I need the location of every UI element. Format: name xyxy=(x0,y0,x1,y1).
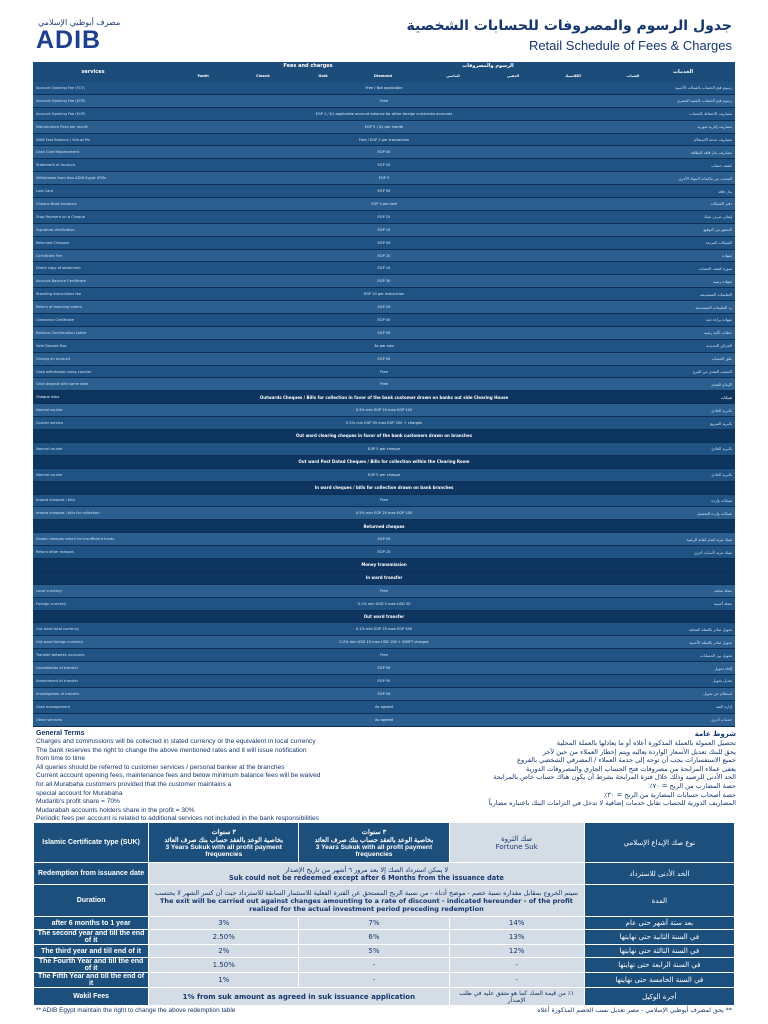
fee-service-name: Closing an account xyxy=(36,356,71,361)
fee-service-name-arabic: خطاب تأكيد رصيد xyxy=(704,330,732,336)
fee-section-label-arabic: شيكات xyxy=(720,394,732,400)
general-term-item: special account for Murabaha xyxy=(36,789,123,797)
fee-value: EGP 15 xyxy=(377,227,391,232)
fees-table-header xyxy=(33,62,735,82)
fee-service-name-arabic: مصاريف إدارية شهرية xyxy=(697,124,732,130)
fee-service-name-arabic: صورة كشف الحساب xyxy=(698,265,732,271)
fee-row xyxy=(33,237,735,250)
fee-row xyxy=(33,134,735,147)
fee-row xyxy=(33,649,735,662)
sukuk-rate-col-1: 1% xyxy=(149,973,299,988)
fee-row xyxy=(33,701,735,714)
fee-service-name-arabic: الشيكات المرتدة xyxy=(705,240,732,246)
fee-row xyxy=(33,159,735,172)
fees-header-arabic: الرسوم والمصروفات xyxy=(462,63,514,69)
sukuk-period-label-arabic: في السنة الرابعة حتى نهايتها xyxy=(584,958,734,973)
sukuk-rate-rows xyxy=(34,917,735,988)
general-term-item-arabic: تحصيل العمولة بالعملة المذكورة أعلاه أو ما يعادلها بالعملة المحلية xyxy=(556,739,736,747)
fee-service-name-arabic: خدمات أخرى xyxy=(711,717,732,723)
fee-row xyxy=(33,417,735,430)
fee-value: EGP 30 xyxy=(377,279,391,284)
fee-value: 0.1% min USD 5 max USD 50 xyxy=(357,601,411,606)
fee-service-name: Certificate Fee xyxy=(36,253,63,258)
fee-service-name: Courier service xyxy=(36,421,64,426)
fee-service-name-arabic: إيقاف صرف شيك xyxy=(703,214,732,220)
fee-service-name-arabic: شيك مرتد لعدم كفاية الرصيد xyxy=(686,536,732,542)
fee-service-name: Cash Card Replacement xyxy=(36,150,80,155)
fee-row xyxy=(33,95,735,108)
sukuk-col-3-en: Fortune Suk xyxy=(495,842,538,851)
sukuk-rate-col-1: 3% xyxy=(149,917,299,930)
fee-service-name-arabic: التعليمات المستديمة xyxy=(700,291,732,297)
fee-service-name: Cancellation of transfer xyxy=(36,666,79,671)
sukuk-period-label: The second year and till the end of it xyxy=(34,930,149,945)
sukuk-col-2 xyxy=(299,823,449,863)
sukuk-period-label: The Fourth Year and till the end of it xyxy=(34,958,149,973)
general-term-item: Mudarib's profit share = 70% xyxy=(36,798,120,806)
general-terms-title: General Terms xyxy=(36,730,85,737)
sukuk-period-label-arabic: في السنة الثالثة حتى نهايتها xyxy=(584,945,734,958)
sukuk-rate-col-1: 2% xyxy=(149,945,299,958)
fee-value: EGP 10 per instruction xyxy=(363,292,405,297)
sukuk-rate-col-2: 5% xyxy=(299,945,449,958)
general-term-item-arabic: حصة أصحاب حسابات المضاربة من الربح = ٣٠٪ xyxy=(603,790,736,799)
general-term-item: Mudarabah accounts holders share in the profit = 30% xyxy=(36,806,195,814)
fee-section-row xyxy=(33,559,735,572)
fee-row xyxy=(33,288,735,301)
fee-service-name: Signature Verification xyxy=(36,227,75,232)
general-term-item: Periodic fees per account is related to additional services not included in the bank responsibilities xyxy=(36,815,319,823)
duration-label-arabic: المدة xyxy=(584,885,734,917)
tier-classic: Classic xyxy=(256,74,270,78)
fee-service-name-arabic: تحويل صادر بالعملة الأجنبية xyxy=(689,639,732,645)
fee-service-name: Lost Card xyxy=(36,189,53,194)
fee-service-name: Balance Confirmation Letter xyxy=(36,330,87,335)
fee-value: EGP 50 xyxy=(377,189,391,194)
fee-service-name-arabic: رسوم فتح الحساب بالعملات الأجنبية xyxy=(675,85,732,91)
fee-service-name-arabic: استعلام عن تحويل xyxy=(703,691,732,697)
fee-section-row xyxy=(33,456,735,469)
fee-service-name: Return other reasons xyxy=(36,550,74,554)
fee-value: EGP 50 xyxy=(377,691,391,696)
fee-value: EGP 5 per cheque xyxy=(367,446,401,451)
fee-service-name: Other services xyxy=(36,717,63,722)
sukuk-period-label-arabic: في السنة الخامسة حتى نهايتها xyxy=(584,973,734,988)
sukuk-rate-col-2: 6% xyxy=(299,930,449,945)
redemption-text xyxy=(149,863,585,885)
general-term-item-arabic: جميع الاستفسارات يجب أن توجه إلى خدمة العملاء / المصرفي الشخصي بالفروع xyxy=(517,756,736,765)
services-header-arabic: الخدمات xyxy=(672,69,694,75)
fee-value: Free xyxy=(380,588,388,593)
general-terms-list-arabic xyxy=(391,739,736,808)
fee-service-name-arabic: الإيداع النقدي xyxy=(710,381,732,387)
fee-service-name: Cash withdrawal using counter xyxy=(36,369,92,374)
fee-row xyxy=(33,533,735,546)
fee-service-name: Withdrawal from Non-ADIB Egypt ATMs xyxy=(36,176,107,181)
fee-service-name-arabic: إلغاء تحويل xyxy=(714,665,732,671)
tier-diamond: Diamond xyxy=(374,74,392,78)
fee-value: As agreed xyxy=(374,704,394,709)
sukuk-col-3 xyxy=(449,823,584,863)
fee-service-name-arabic: دفتر الشيكات xyxy=(710,201,732,207)
fee-value: EGP 50 xyxy=(377,317,391,322)
fee-value: EGP 5 / $1 per month xyxy=(364,124,404,129)
fee-row xyxy=(33,688,735,701)
tier-youth: Youth xyxy=(197,74,209,78)
fee-section-row xyxy=(33,391,735,404)
sukuk-type-label: Islamic Certificate type (SUK) xyxy=(34,823,149,863)
fee-service-name: Drawn cheques return for insufficient funds xyxy=(36,537,115,542)
redemption-label: Redemption from issuance date xyxy=(34,863,149,885)
fee-service-name: Standing instructions fee xyxy=(36,292,82,297)
fee-section-row xyxy=(33,520,735,533)
fee-value: As per size xyxy=(374,343,394,348)
fee-value: Free xyxy=(380,98,388,103)
logo-arabic: مصرف أبوظبي الإسلامي xyxy=(38,18,121,27)
fee-service-name: Out ward foreign currency xyxy=(36,640,84,645)
sukuk-rate-row xyxy=(34,917,735,930)
general-term-item: for all Murabaha customers provided that the customer maintains a xyxy=(36,780,232,788)
fee-value: As agreed xyxy=(374,717,394,722)
general-term-item-arabic: يعفى عملاء المرابحة من مصروفات فتح الحساب الجاري والمصروفات الدورية xyxy=(525,764,736,773)
fee-row xyxy=(33,146,735,159)
sukuk-rate-col-3: 14% xyxy=(449,917,584,930)
fee-value: EGP 20 xyxy=(377,163,391,168)
fee-row xyxy=(33,185,735,198)
redemption-text-ar: لا يمكن استرداد الصك إلا بعد مرور ٦ أشهر من تاريخ الإصدار xyxy=(284,865,449,874)
fee-value: Free xyxy=(380,653,388,658)
fee-service-name: Account Opening Fee (FCY) xyxy=(36,85,85,90)
tier-gold: Gold xyxy=(318,74,328,78)
fee-service-name-arabic: شهادة رصيد xyxy=(712,278,732,284)
fee-service-name: Normal courier xyxy=(36,446,63,451)
fee-service-name-arabic: شهادة براءة ذمة xyxy=(706,317,732,323)
fee-service-name: Cash deposit with same date xyxy=(36,382,89,387)
fee-row xyxy=(33,636,735,649)
fee-service-name: Safe Deposit Box xyxy=(36,343,67,348)
tier-classic-ar: الكلاسيك xyxy=(565,74,581,78)
fee-section-row xyxy=(33,611,735,624)
sukuk-col-1-ar: ٣ سنوات xyxy=(211,828,236,836)
sukuk-rate-col-2: - xyxy=(299,958,449,973)
fee-service-name-arabic: عملة أجنبية xyxy=(714,601,732,607)
sukuk-col-3-ar: صك الثروة xyxy=(501,834,533,843)
fee-service-name-arabic: غلق الحساب xyxy=(711,356,732,362)
fee-service-name: Local currency xyxy=(36,588,63,593)
fee-service-name: ADIB Fast Balance / Virtual Pin xyxy=(36,137,91,142)
fee-service-name: Clearance Certificate xyxy=(36,317,74,322)
general-term-item: The bank reserves the right to change the above mentioned rates and it will issue notification xyxy=(36,746,307,754)
fee-row xyxy=(33,714,735,727)
fee-section-title: Money transmission xyxy=(361,562,407,568)
sukuk-rate-col-2: - xyxy=(299,973,449,988)
general-terms-list xyxy=(36,738,376,833)
fee-service-name: Statement of Account xyxy=(36,163,76,168)
fee-row xyxy=(33,172,735,185)
fee-section-label: Cheque risks xyxy=(36,395,60,400)
sukuk-rate-col-3: 12% xyxy=(449,945,584,958)
sukuk-period-label-arabic: بعد ستة أشهر حتى عام xyxy=(584,917,734,930)
tier-youth-ar: الشباب xyxy=(626,74,640,78)
fee-row xyxy=(33,211,735,224)
fee-service-name: Account Opening Fee (EGP) xyxy=(36,111,86,116)
general-term-item: Current account opening fees, maintenance fees and below minimum balance fees will be waived xyxy=(36,772,321,780)
fee-row xyxy=(33,262,735,275)
sukuk-period-label: after 6 months to 1 year xyxy=(34,917,149,930)
fee-value: EGP 50 xyxy=(377,666,391,671)
fee-value: EGP 5 per cheque xyxy=(367,472,401,477)
page-title-arabic: جدول الرسوم والمصروفات للحسابات الشخصية xyxy=(406,18,732,34)
fee-row xyxy=(33,250,735,263)
sukuk-rate-row xyxy=(34,930,735,945)
duration-text-en: The exit will be carried out against changes amounting to a rate of discount - indicated hereunder - of the profit realized for the actual investment period preceding redemption xyxy=(159,896,573,913)
fee-value: EGP 20 xyxy=(377,253,391,258)
general-term-item: All queries should be referred to customer services / personal banker at the branches xyxy=(36,763,285,771)
fee-service-name-arabic: رسوم فتح الحساب بالجنيه المصري xyxy=(676,98,732,104)
fee-service-name: Maintenance Fees per month xyxy=(36,124,89,129)
fee-value: EGP 50 xyxy=(377,356,391,361)
general-terms-arabic xyxy=(391,730,736,808)
tier-gold-ar: الذهبي xyxy=(506,74,520,78)
sukuk-col-2-en: 3 Years Sukuk with all profit payment frequencies xyxy=(315,843,433,858)
general-term-item: Charges and commissions will be collected in stated currency or the equivalent in local currency xyxy=(36,738,316,745)
fee-section-row xyxy=(33,430,735,443)
fee-row xyxy=(33,340,735,353)
fee-row xyxy=(33,623,735,636)
fee-row xyxy=(33,662,735,675)
fee-row xyxy=(33,546,735,559)
sukuk-col-1 xyxy=(149,823,299,863)
fee-service-name: Out ward local currency xyxy=(36,627,79,632)
fee-value: 0.5% min EGP 25 max EGP 100 xyxy=(355,408,413,413)
fee-service-name-arabic: شيك مرتد لأسباب أخرى xyxy=(693,549,732,555)
fee-service-name-arabic: شيكات واردة للتحصيل xyxy=(696,510,732,516)
general-term-item-arabic: يحق للبنك تعديل الأسعار الواردة بعاليه ويتم إخطار العملاء من حين لآخر xyxy=(542,747,736,756)
fee-row xyxy=(33,121,735,134)
fee-row xyxy=(33,82,735,95)
fee-service-name: Normal courier xyxy=(36,472,63,477)
fee-row xyxy=(33,327,735,340)
fee-section-row xyxy=(33,482,735,495)
fee-service-name-arabic: بالبريد العادي xyxy=(711,407,732,413)
fee-service-name-arabic: عملة محلية xyxy=(714,588,732,594)
fee-section-title: Out ward transfer xyxy=(363,613,405,619)
fee-value: 0.1% min EGP 25 max EGP 500 xyxy=(355,627,413,632)
fee-row xyxy=(33,314,735,327)
fee-value: EGP 50 xyxy=(377,150,391,155)
fee-service-name: Investigation of transfer xyxy=(36,691,80,696)
fee-section-title: Out ward clearing cheques in favor of the bank customers drawn on branches xyxy=(296,433,472,439)
fee-row xyxy=(33,404,735,417)
fee-service-name: Account Balance Certificate xyxy=(36,279,86,284)
fee-service-name-arabic: بدل فاقد xyxy=(718,188,732,194)
fee-service-name-arabic: كشف حساب xyxy=(711,162,732,168)
fee-value: Free / Not applicable xyxy=(365,85,403,90)
wakil-label: Wakil Fees xyxy=(34,988,149,1006)
fee-value: EGP 5 xyxy=(378,176,390,181)
fee-service-name-arabic: مصاريف خدمة الاستعلام xyxy=(693,137,732,142)
general-terms-english xyxy=(36,730,376,833)
wakil-label-arabic: أجرة الوكيل xyxy=(584,988,734,1006)
fee-service-name: Transfer between accounts xyxy=(36,653,85,658)
footnote-arabic: ** يحق لمصرف أبوظبي الإسلامي - مصر تعديل نسب الخصم المذكورة أعلاه xyxy=(537,1007,732,1014)
fee-service-name-arabic: بالبريد العادي xyxy=(711,472,732,478)
fee-row xyxy=(33,507,735,520)
sukuk-col-1-ar-desc: بخاصية الوعد بالعقد حساب بنك صرف العائد xyxy=(164,836,284,844)
general-terms-title-arabic: شروط عامة xyxy=(694,730,736,738)
fee-value: Free / EGP 2 per transaction xyxy=(358,137,410,142)
fee-row xyxy=(33,353,735,366)
fee-value: EGP 5 per leaf xyxy=(371,201,397,206)
fee-section-title: Out ward Post Dated Cheques / Bills for collection within the Clearing Room xyxy=(298,459,470,465)
sukuk-redemption-table xyxy=(33,822,735,1006)
fee-row xyxy=(33,598,735,611)
general-term-item-arabic: الحد الأدنى للرصيد وذلك خلال فترة المرابحة بشرط أن يكون هناك حساب خاص بالمرابحة xyxy=(493,773,736,782)
sukuk-period-label: The Fifth Year and till the end of it xyxy=(34,973,149,988)
fee-value: EGP 50 xyxy=(377,240,391,245)
fee-service-name-arabic: تعديل تحويل xyxy=(712,678,732,684)
fee-value: 0.5% min EGP 50 max EGP 200 + charges xyxy=(346,421,422,426)
fee-row xyxy=(33,469,735,482)
fee-row xyxy=(33,378,735,391)
fee-row xyxy=(33,224,735,237)
fee-section-title: In ward transfer xyxy=(365,575,403,581)
fee-value: EGP 50 xyxy=(377,330,391,335)
fee-section-title: In ward cheques / bills for collection drawn on bank branches xyxy=(314,485,454,491)
fee-service-name: Foreign currency xyxy=(36,601,67,606)
wakil-text: 1% from suk amount as agreed in suk issuance application xyxy=(149,988,449,1006)
adib-logo: ADIB xyxy=(36,26,102,54)
footnote: ** ADIB Egypt maintain the right to change the above redemption table xyxy=(36,1007,236,1014)
fee-service-name: Amendment of transfer xyxy=(36,678,79,683)
fee-value: EGP 25 xyxy=(377,214,391,219)
fee-service-name-arabic: شيكات واردة xyxy=(711,497,732,503)
page-title: Retail Schedule of Fees & Charges xyxy=(528,38,732,53)
fee-value: EGP 25 xyxy=(377,550,391,554)
fee-row xyxy=(33,108,735,121)
sukuk-rate-row xyxy=(34,973,735,988)
sukuk-rate-row xyxy=(34,958,735,973)
services-header: services xyxy=(81,69,105,75)
fee-section-title: Outwards Cheques / Bills for collection in favor of the bank customer drawn on banks out side Clearing House xyxy=(259,394,509,400)
general-term-item: from time to time xyxy=(36,755,86,763)
fee-service-name: Return of standing orders xyxy=(36,305,82,310)
fee-service-name-arabic: السحب من ماكينات البنوك الأخرى xyxy=(678,175,732,181)
duration-label: Duration xyxy=(34,885,149,917)
sukuk-col-2-ar-desc: بخاصية الوعد بالعقد حساب بنك صرف العائد xyxy=(314,836,434,844)
fee-value: EGP 50 xyxy=(377,537,391,542)
sukuk-rate-col-2: 7% xyxy=(299,917,449,930)
fee-service-name-arabic: التحقق من التوقيع xyxy=(703,227,732,233)
fee-service-name-arabic: رد التعليمات المستديمة xyxy=(695,304,732,310)
sukuk-period-label-arabic: في السنة الثانية حتى نهايتها xyxy=(584,930,734,945)
sukuk-col-1-en: 3 Years Sukuk with all profit payment frequencies xyxy=(165,843,282,858)
fee-value: EGP 10 xyxy=(377,266,391,271)
fee-row xyxy=(33,443,735,456)
duration-text-ar: سيتم الخروج بمقابل مقداره نسبة خصم - موضح أدناه - من نسبة الربح المستحق عن الفترة الفعلية للاستثمار السابقة للاسترداد حيث أن كسر الشهر لا يحتسب xyxy=(154,888,579,897)
fee-service-name-arabic: مصاريف الاحتفاظ بالحساب xyxy=(689,111,732,117)
general-term-item-arabic: المصاريف الدورية للحساب تقابل خدمات إضافية لا تدخل في التزامات البنك باعتباره مضارباً xyxy=(488,799,736,808)
page-header xyxy=(0,0,768,58)
fee-service-name: Inward cheques / bills for collection xyxy=(36,511,100,516)
fee-service-name-arabic: الخزائن الحديدية xyxy=(706,343,732,349)
sukuk-period-label: The third year and till end of it xyxy=(34,945,149,958)
fee-row xyxy=(33,301,735,314)
fee-section-title: Returned cheques xyxy=(363,523,405,529)
fee-service-name: Normal courier xyxy=(36,408,63,413)
fee-value: Free xyxy=(380,369,388,374)
duration-text xyxy=(149,885,585,917)
general-term-item-arabic: حصة المضارب من الربح = ٧٠٪ xyxy=(649,781,736,790)
fee-service-name-arabic: شهادة xyxy=(722,253,732,259)
fees-table-body xyxy=(33,82,735,727)
sukuk-rate-col-3: 13% xyxy=(449,930,584,945)
fee-service-name: Cash management xyxy=(36,704,71,709)
fee-row xyxy=(33,366,735,379)
fee-value: Free xyxy=(380,498,388,503)
fee-service-name: Direct copy of statement xyxy=(36,266,81,271)
fee-row xyxy=(33,275,735,288)
fee-value: Free xyxy=(380,382,388,387)
fee-value: 0.2% min USD 10 max USD 100 + SWIFT charges xyxy=(339,640,429,645)
redemption-label-arabic: الحد الأدنى للاسترداد xyxy=(584,863,734,885)
fee-value: EGP 1 / $1 applicable account balance for other foreign currencies accounts xyxy=(315,111,453,116)
fee-service-name-arabic: تحويل صادر بالعملة المحلية xyxy=(689,626,732,632)
fee-row xyxy=(33,198,735,211)
fee-service-name-arabic: تحويل بين الحسابات xyxy=(700,652,732,658)
sukuk-type-label-arabic: نوع صك الإيداع الإسلامي xyxy=(584,823,734,863)
fee-service-name-arabic: إدارة النقد xyxy=(715,704,732,710)
fee-value: EGP 50 xyxy=(377,678,391,683)
sukuk-rate-col-3: - xyxy=(449,973,584,988)
fee-service-name: Account Opening Fee (EGP) xyxy=(36,98,86,103)
fee-value: 0.5% min EGP 25 max EGP 100 xyxy=(355,511,413,516)
sukuk-rate-col-1: 1.50% xyxy=(149,958,299,973)
tier-diamond-ar: الماسي xyxy=(446,74,460,78)
general-terms xyxy=(36,730,736,822)
fee-section-row xyxy=(33,572,735,585)
fee-row xyxy=(33,585,735,598)
fee-service-name-arabic: بالبريد العادي xyxy=(711,446,732,452)
sukuk-rate-col-3: - xyxy=(449,958,584,973)
wakil-text-arabic: ١٪ من قيمة الصك كما هو متفق عليه في طلب الإصدار xyxy=(449,988,584,1006)
fee-service-name: Cheque Book Issuance xyxy=(36,201,77,206)
fee-service-name: Stop Payment on a Cheque xyxy=(36,214,85,219)
fee-service-name-arabic: بالبريد السريع xyxy=(710,420,732,426)
sukuk-rate-row xyxy=(34,945,735,958)
fee-service-name-arabic: مصاريف بدل فاقد للبطاقة xyxy=(690,149,732,155)
fee-value: EGP 20 xyxy=(377,305,391,310)
sukuk-col-2-ar: ٣ سنوات xyxy=(361,828,387,836)
redemption-text-en: Suk could not be redeemed except after 6 Months from the issuance date xyxy=(229,873,504,882)
fees-table xyxy=(33,62,735,727)
fee-row xyxy=(33,495,735,508)
fee-service-name: Inward cheques / bills xyxy=(36,498,76,503)
fees-header: Fees and charges xyxy=(283,63,333,69)
sukuk-rate-col-1: 2.50% xyxy=(149,930,299,945)
fee-service-name-arabic: السحب النقدي من الفرع xyxy=(692,369,732,375)
fee-row xyxy=(33,675,735,688)
fee-service-name: Returned Cheques xyxy=(36,240,70,245)
